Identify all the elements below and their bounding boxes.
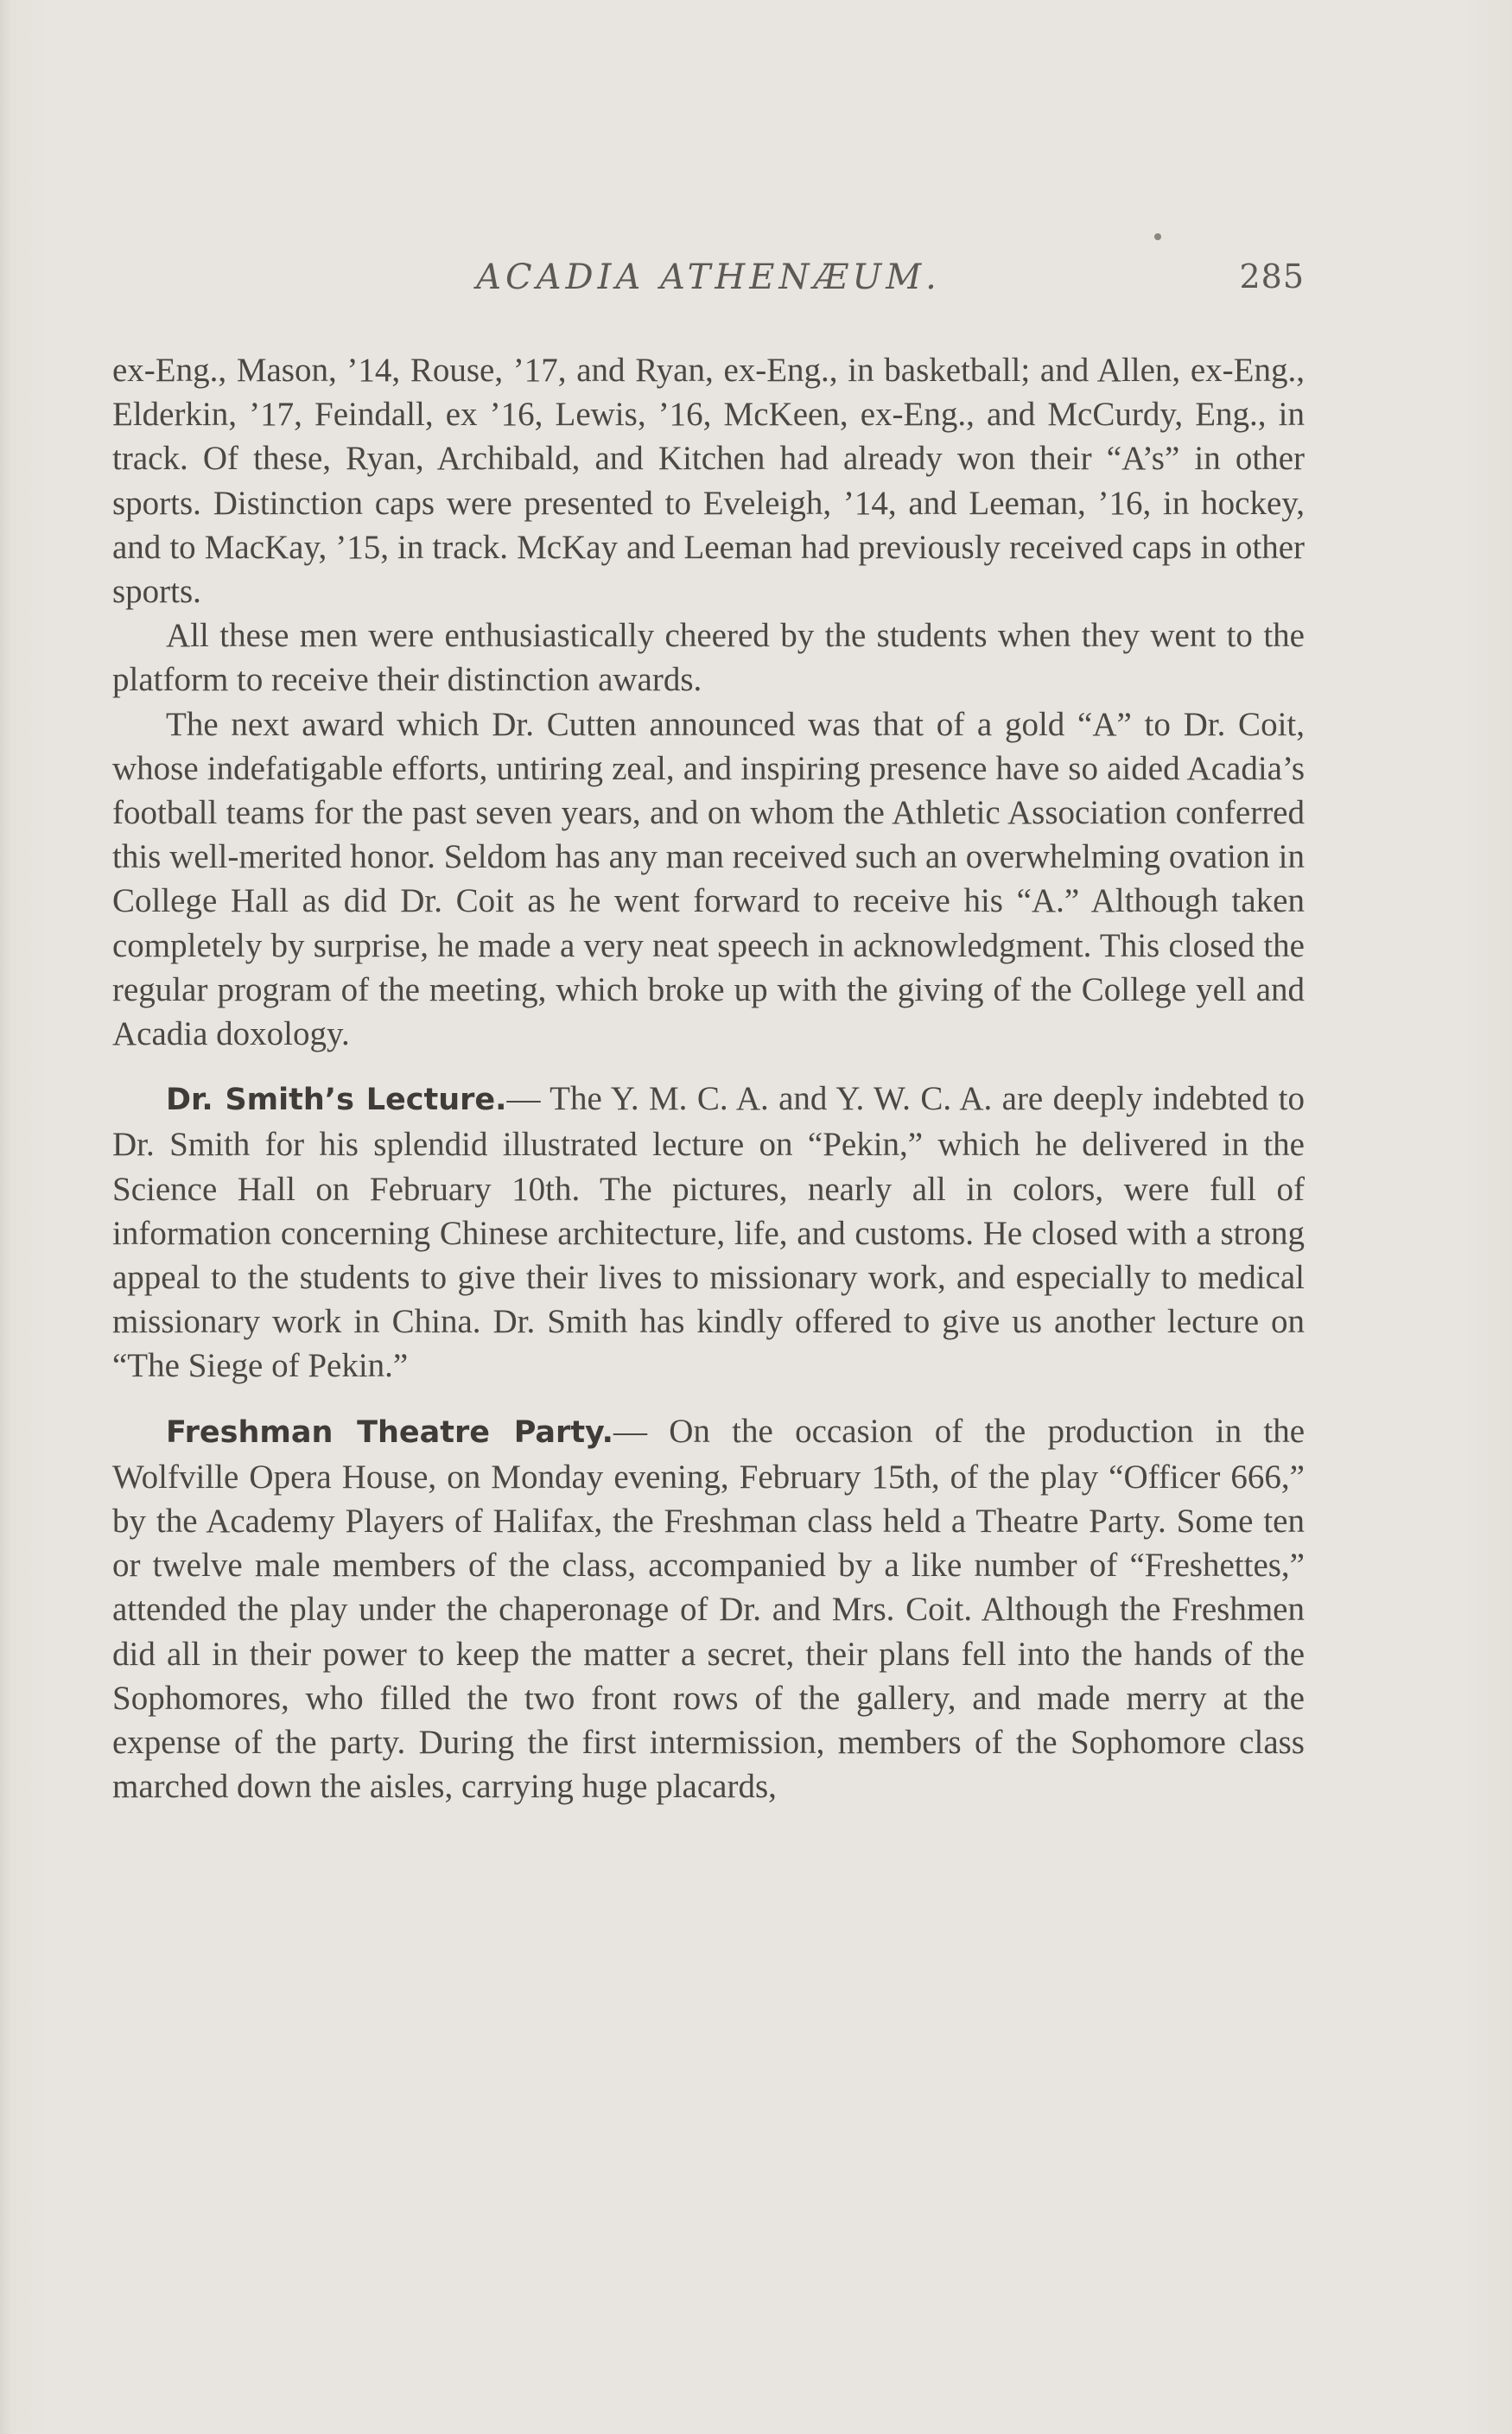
paragraph-text: — The Y. M. C. A. and Y. W. C. A. are deeply indebted to Dr. Smith for his splendid illustrated lecture on “Pekin,” which he delivered in the Science Hall on February 10th. The pictures, nearly all in colors, were full of information concerning Chinese architecture, life, and customs. He closed with a strong appeal to the students to give their lives to missionary work, and especially to medical missionary work in China. Dr. Smith has kindly offered to give us another lecture on “The Siege of Pekin.” xyxy=(112,1080,1305,1385)
paragraph-cheered: All these men were enthusiastically cheered by the students when they went to the platform to receive their distinction awards. xyxy=(112,617,1305,699)
ink-speck xyxy=(1154,233,1161,240)
journal-title: ACADIA ATHENÆUM. xyxy=(476,257,941,297)
paragraph-theatre-party xyxy=(112,1409,1305,1809)
paragraph-smith-lecture xyxy=(112,1077,1305,1388)
body-text xyxy=(112,348,1305,1809)
section-heading-theatre-party: Freshman Theatre Party. xyxy=(166,1414,613,1450)
running-header xyxy=(112,257,1305,301)
page-number: 285 xyxy=(1239,257,1305,296)
paragraph-gold-a: The next award which Dr. Cutten announced was that of a gold “A” to Dr. Coit, whose indefatigable efforts, untiring zeal, and inspiring presence have so aided Acadia’s football teams for the past seven years, and on whom the Athletic Association conferred this well-merited honor. Seldom has any man received such an overwhelming ovation in College Hall as did Dr. Coit as he went forward to receive his “A.” Although taken completely by surprise, he made a very neat speech in acknowledgment. This closed the regular program of the meeting, which broke up with the giving of the College yell and Acadia doxology. xyxy=(112,705,1305,1053)
paragraph-text: — On the occasion of the production in the Wolfville Opera House, on Monday evening, February 15th, of the play “Officer 666,” by the Academy Players of Halifax, the Freshman class held a Theatre Party. Some ten or twelve male members of the class, accompanied by a like number of “Freshettes,” attended the play under the chaperonage of Dr. and Mrs. Coit. Although the Freshmen did all in their power to keep the matter a secret, their plans fell into the hands of the Sophomores, who filled the two front rows of the gallery, and made merry at the expense of the party. During the first intermission, members of the Sophomore class marched down the aisles, carrying huge placards, xyxy=(112,1412,1306,1806)
section-heading-smith-lecture: Dr. Smith’s Lecture. xyxy=(166,1083,507,1118)
paragraph-awards-continued: ex-Eng., Mason, ’14, Rouse, ’17, and Ryan, ex-Eng., in basketball; and Allen, ex-Eng., Elderkin, ’17, Feindall, ex ’16, Lewis, ’16, McKeen, ex-Eng., and McCurdy, Eng., in track. Of these, Ryan, Archibald, and Kitchen had already won their “A’s” in other sports. Distinction caps were presented to Eveleigh, ’14, and Leeman, ’16, in hockey, and to MacKay, ’15, in track. McKay and Leeman had previously received caps in other sports. xyxy=(112,352,1305,611)
